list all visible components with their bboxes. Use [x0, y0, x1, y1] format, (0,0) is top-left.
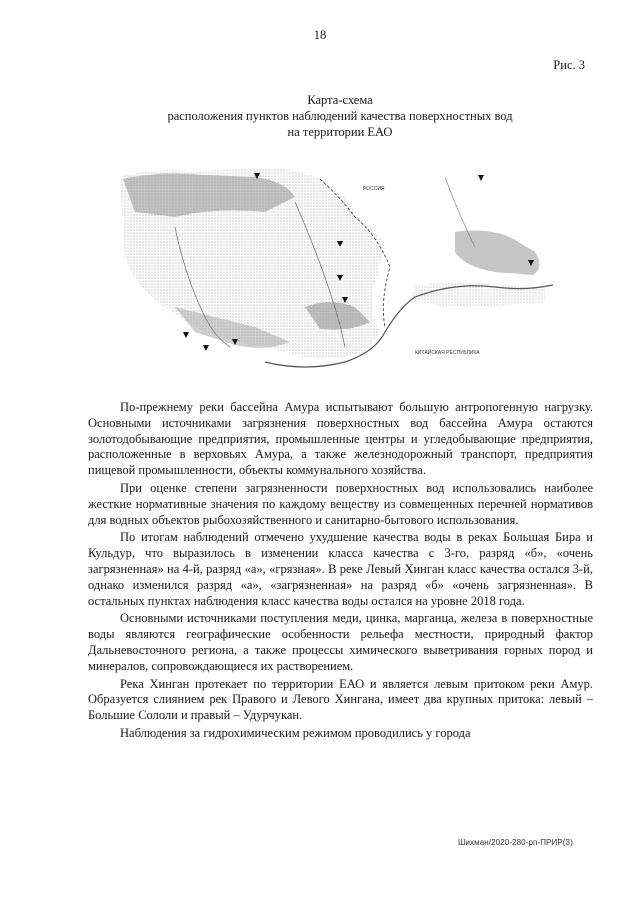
map-region-east: [455, 230, 540, 275]
figure-title-line-2: расположения пунктов наблюдений качества поверхностных вод: [167, 109, 513, 123]
figure-title: [60, 92, 620, 140]
figure-title-line-3: на территории ЕАО: [287, 125, 393, 139]
paragraph: Река Хинган протекает по территории ЕАО и является левым притоком реки Амур. Образуется слиянием рек Правого и Левого Хингана, имеет два крупных притока: левый – Большие Сололи и правый – Удурчукан.: [88, 676, 593, 723]
body-text: [88, 400, 593, 744]
observation-point-marker: [183, 332, 189, 338]
figure-title-line-1: Карта-схема: [307, 93, 373, 107]
figure-label: Рис. 3: [553, 58, 585, 72]
observation-point-marker: [203, 345, 209, 351]
paragraph: При оценке степени загрязненности поверхностных вод использовались наиболее жесткие нормативные значения по каждому веществу из совмещенных перечней нормативов для водных объектов рыбохозяйственного и санитарно-бытового использования.: [88, 480, 593, 527]
map-image: [115, 157, 555, 382]
paragraph: Наблюдения за гидрохимическим режимом проводились у города: [120, 725, 471, 740]
page-number: 18: [313, 28, 327, 42]
paragraph: Основными источниками поступления меди, цинка, марганца, железа в поверхностные воды являются географические особенности рельефа местности, природный фактор Дальневосточного региона, а также процессы химического выветривания горных пород и минералов, сопровождающиеся их растворением.: [88, 611, 593, 673]
document-code: Шихман/2020-280-рп-ПРИР(3): [458, 838, 573, 847]
paragraph: По-прежнему реки бассейна Амура испытывают большую антропогенную нагрузку. Основными источниками загрязнения поверхностных вод бассейна Амура остаются золотодобывающие предприятия, промышленные центры и угледобывающие предприятия, расположенные в верховьях Амура, а также железнодорожный транспорт, предприятия пищевой промышленности, объекты коммунального хозяйства.: [88, 400, 593, 478]
observation-point-marker: [478, 175, 484, 181]
map-scheme: [115, 157, 555, 382]
paragraph: По итогам наблюдений отмечено ухудшение качества воды в реках Большая Бира и Кульдур, что выразилось в изменении класса качества с 3-го, разряд «б», «очень загрязненная» на 4-й, разряд «а», «грязная». В реке Левый Хинган класс качества остался 3-й, однако изменился разряд «а», «загрязненная» на разряд «б» «очень загрязненная». В остальных пунктах наблюдения класс качества воды остался на уровне 2018 года.: [88, 530, 593, 608]
map-label-russia: РОССИЯ: [363, 186, 385, 192]
map-label-china: КИТАЙСКАЯ РЕСПУБЛИКА: [415, 350, 480, 356]
